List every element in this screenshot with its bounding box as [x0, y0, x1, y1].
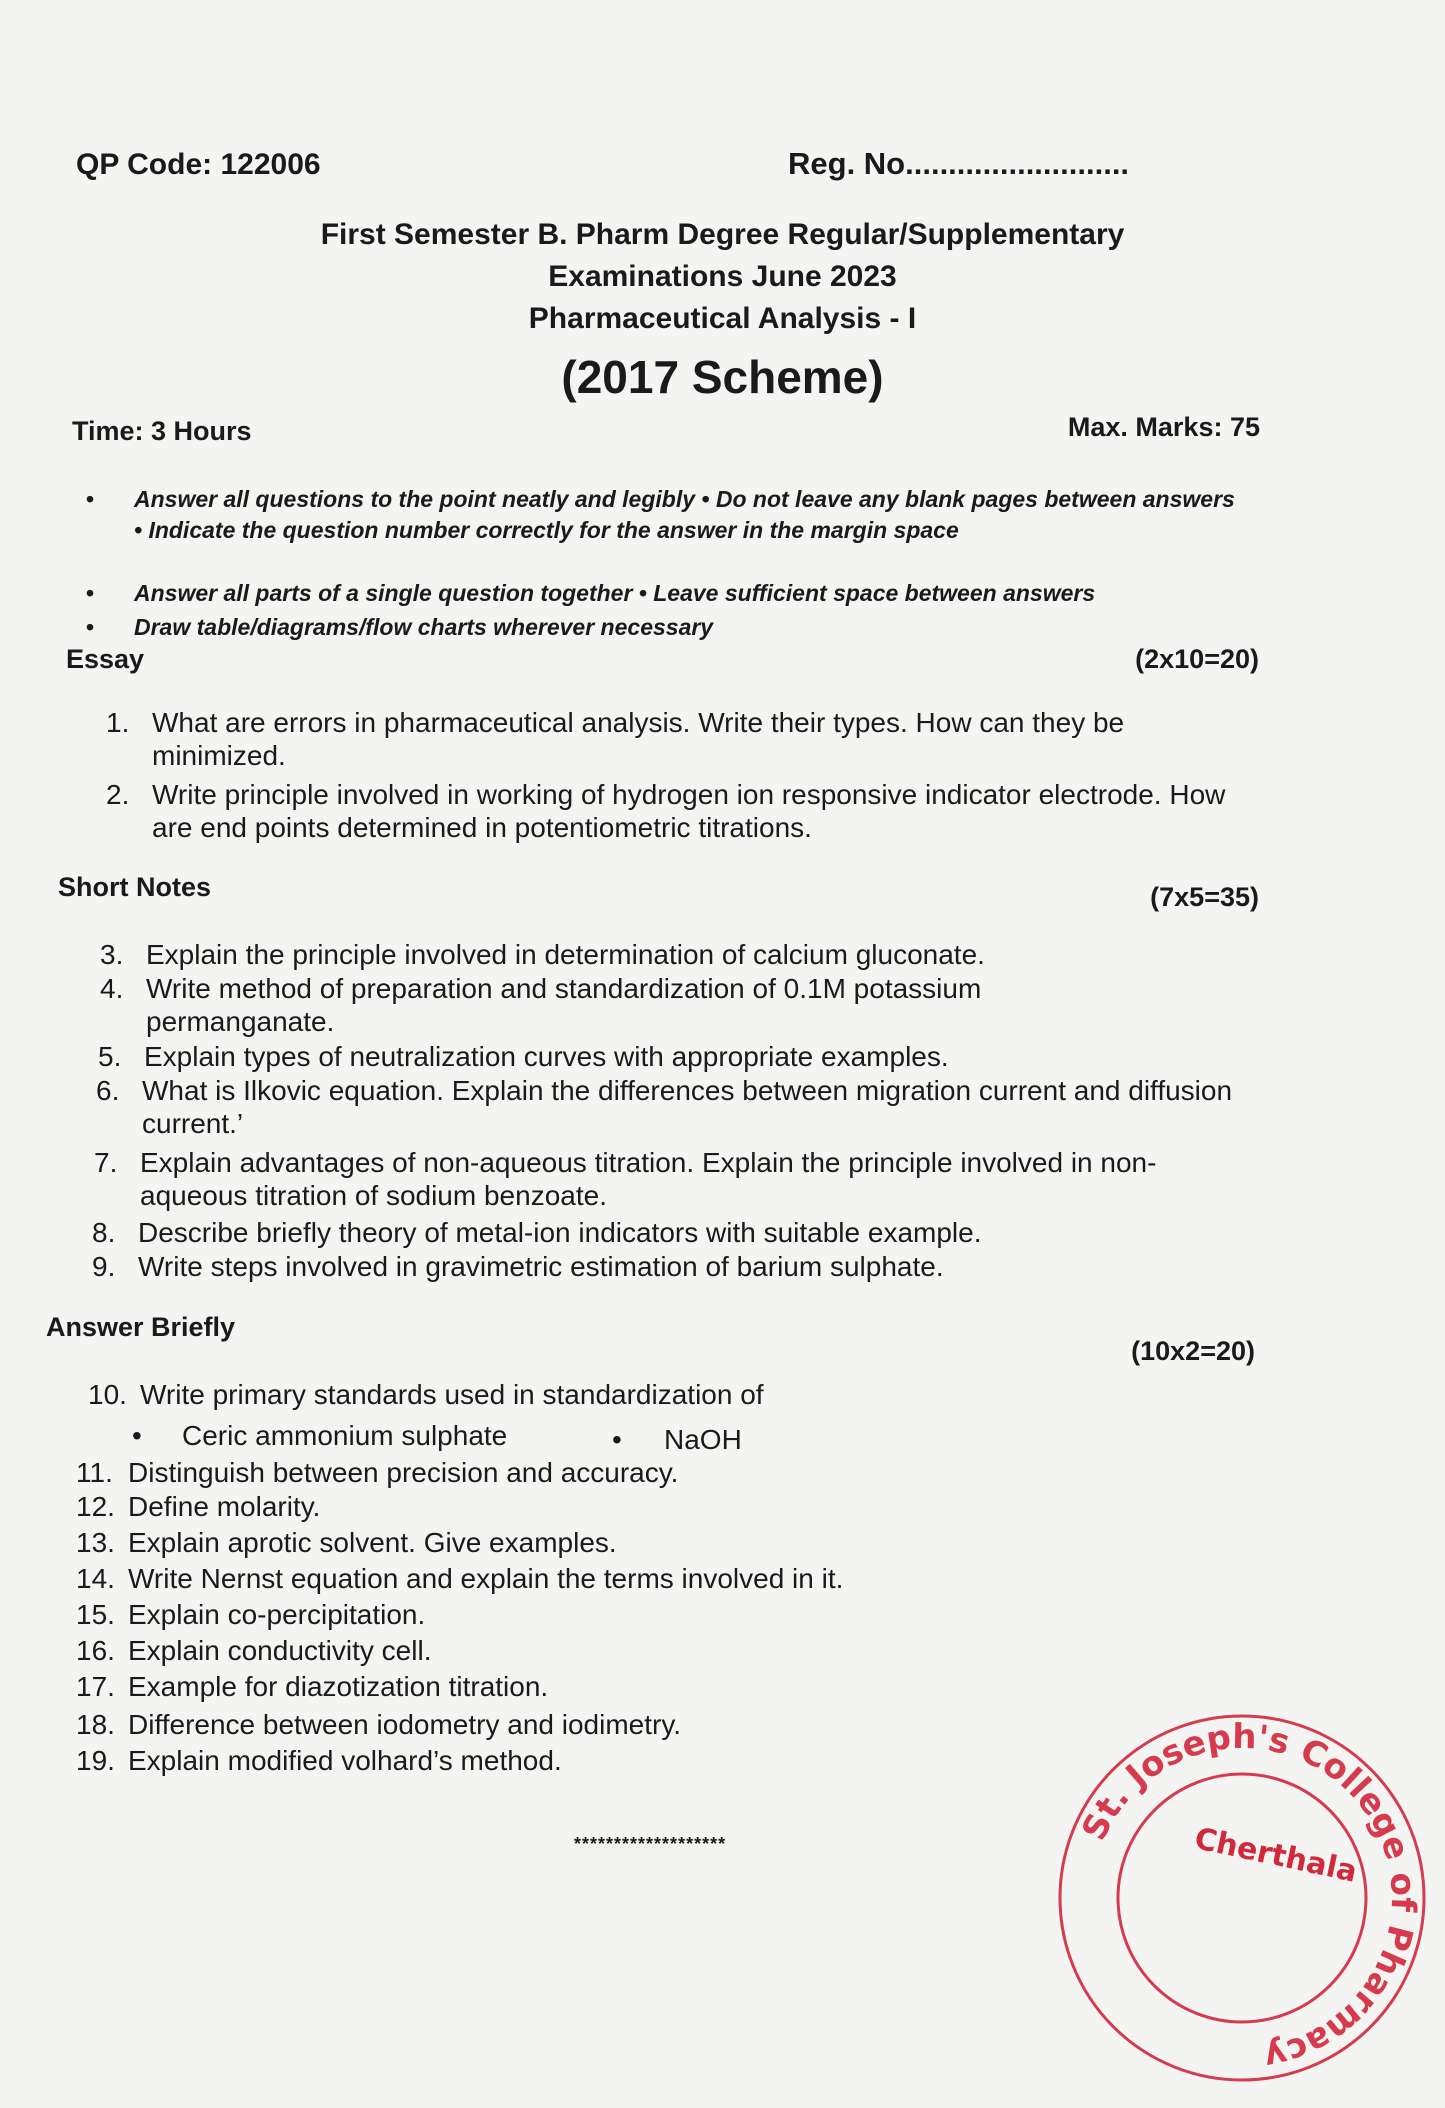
- section-marks-essay: (2x10=20): [1135, 644, 1259, 674]
- question-text: Describe briefly theory of metal-ion indicators with suitable example.: [138, 1217, 982, 1248]
- question-number: 13.: [76, 1527, 115, 1558]
- bullet: •: [86, 580, 95, 606]
- question-number: 4.: [100, 973, 124, 1004]
- question-text: What are errors in pharmaceutical analysis. Write their types. How can they be minimized.: [152, 707, 1125, 771]
- question-number: 18.: [76, 1709, 115, 1740]
- question-item: [76, 1562, 1216, 1595]
- question-text: Example for diazotization titration.: [128, 1671, 549, 1702]
- question-number: 1.: [106, 707, 130, 738]
- question-text: Explain modified volhard’s method.: [128, 1745, 562, 1776]
- question-text: Write steps involved in gravimetric estimation of barium sulphate.: [138, 1251, 944, 1282]
- section-title-essay: Essay: [66, 644, 145, 674]
- question-number: 7.: [94, 1147, 118, 1178]
- question-number: 17.: [76, 1671, 115, 1702]
- question-text: Write primary standards used in standardization of: [140, 1379, 764, 1410]
- question-item: [106, 706, 1246, 772]
- question-text: Explain aprotic solvent. Give examples.: [128, 1527, 617, 1558]
- question-text: Explain types of neutralization curves with appropriate examples.: [144, 1041, 949, 1072]
- question-item: [76, 1526, 1216, 1559]
- question-number: 11.: [76, 1457, 113, 1488]
- question-text: Distinguish between precision and accuracy.: [128, 1457, 679, 1488]
- reg-no: Reg. No..........................: [788, 146, 1130, 181]
- question-text: Write principle involved in working of hydrogen ion responsive indicator electrode. How are end points determined in potentiometric titrations.: [152, 779, 1226, 843]
- question-item: [88, 1378, 1228, 1411]
- bullet: •: [86, 614, 95, 640]
- question-text: Explain the principle involved in determination of calcium gluconate.: [146, 939, 985, 970]
- q10-sub-item: NaOH: [664, 1424, 742, 1455]
- question-text: Difference between iodometry and iodimetry.: [128, 1709, 682, 1740]
- question-item: [92, 1250, 1232, 1283]
- question-text: What is Ilkovic equation. Explain the differences between migration current and diffusion current.’: [142, 1075, 1233, 1139]
- instruction-text: Answer all parts of a single question together • Leave sufficient space between answers: [134, 580, 1096, 606]
- question-item: [100, 938, 1240, 971]
- section-marks-short-notes: (7x5=35): [1150, 882, 1259, 912]
- college-stamp: [1032, 1688, 1445, 2108]
- question-item: [106, 778, 1246, 844]
- question-number: 2.: [106, 779, 130, 810]
- question-number: 19.: [76, 1745, 115, 1776]
- question-number: 12.: [76, 1491, 115, 1522]
- question-number: 8.: [92, 1217, 116, 1248]
- bullet: •: [612, 1424, 622, 1455]
- time-allowed: Time: 3 Hours: [72, 416, 252, 446]
- question-item: [98, 1040, 1238, 1073]
- instruction-text: Answer all questions to the point neatly and legibly • Do not leave any blank pages between answers • Indicate the question number correctly for the answer in the margin space: [134, 486, 1235, 543]
- subject-title: Pharmaceutical Analysis - I: [528, 302, 917, 335]
- stamp-center-text: Cherthala: [1191, 1821, 1361, 1890]
- question-number: 16.: [76, 1635, 115, 1666]
- question-text: Define molarity.: [128, 1491, 321, 1522]
- question-text: Write method of preparation and standardization of 0.1M potassium permanganate.: [146, 973, 982, 1037]
- question-text: Write Nernst equation and explain the terms involved in it.: [128, 1563, 844, 1594]
- question-item: [76, 1456, 1216, 1489]
- instruction-text: Draw table/diagrams/flow charts wherever necessary: [134, 614, 714, 640]
- scheme-title: (2017 Scheme): [561, 351, 884, 403]
- question-number: 5.: [98, 1041, 122, 1072]
- bullet: •: [86, 486, 95, 512]
- section-marks-answer-briefly: (10x2=20): [1131, 1336, 1255, 1366]
- section-title-answer-briefly: Answer Briefly: [46, 1312, 236, 1342]
- question-number: 14.: [76, 1563, 115, 1594]
- question-text: Explain conductivity cell.: [128, 1635, 432, 1666]
- question-text: Explain co-percipitation.: [128, 1599, 426, 1630]
- question-item: [100, 972, 1100, 1038]
- question-number: 9.: [92, 1251, 116, 1282]
- q10-sub-item: Ceric ammonium sulphate: [182, 1420, 508, 1451]
- instruction-item: [86, 484, 1246, 546]
- question-number: 10.: [88, 1379, 127, 1410]
- question-number: 3.: [100, 939, 124, 970]
- qp-code: QP Code: 122006: [76, 148, 321, 181]
- instruction-item: [86, 612, 1246, 643]
- question-number: 15.: [76, 1599, 115, 1630]
- section-title-short-notes: Short Notes: [58, 872, 212, 902]
- question-item: [96, 1074, 1236, 1140]
- question-item: [92, 1216, 1232, 1249]
- question-item: [76, 1634, 1216, 1667]
- question-text: Explain advantages of non-aqueous titration. Explain the principle involved in non-aqueous titration of sodium benzoate.: [140, 1147, 1157, 1211]
- title-line-2: Examinations June 2023: [548, 260, 897, 293]
- title-line-1: First Semester B. Pharm Degree Regular/Supplementary: [320, 218, 1125, 251]
- question-number: 6.: [96, 1075, 120, 1106]
- stamp-ring-text: St. Joseph's College of Pharmacy: [1074, 1716, 1424, 2078]
- max-marks: Max. Marks: 75: [1067, 412, 1260, 442]
- instruction-item: [86, 578, 1246, 609]
- bullet: •: [132, 1420, 142, 1451]
- end-of-paper-marker: *******************: [574, 1834, 727, 1854]
- question-item: [94, 1146, 1234, 1212]
- question-item: [76, 1490, 1216, 1523]
- question-item: [76, 1598, 1216, 1631]
